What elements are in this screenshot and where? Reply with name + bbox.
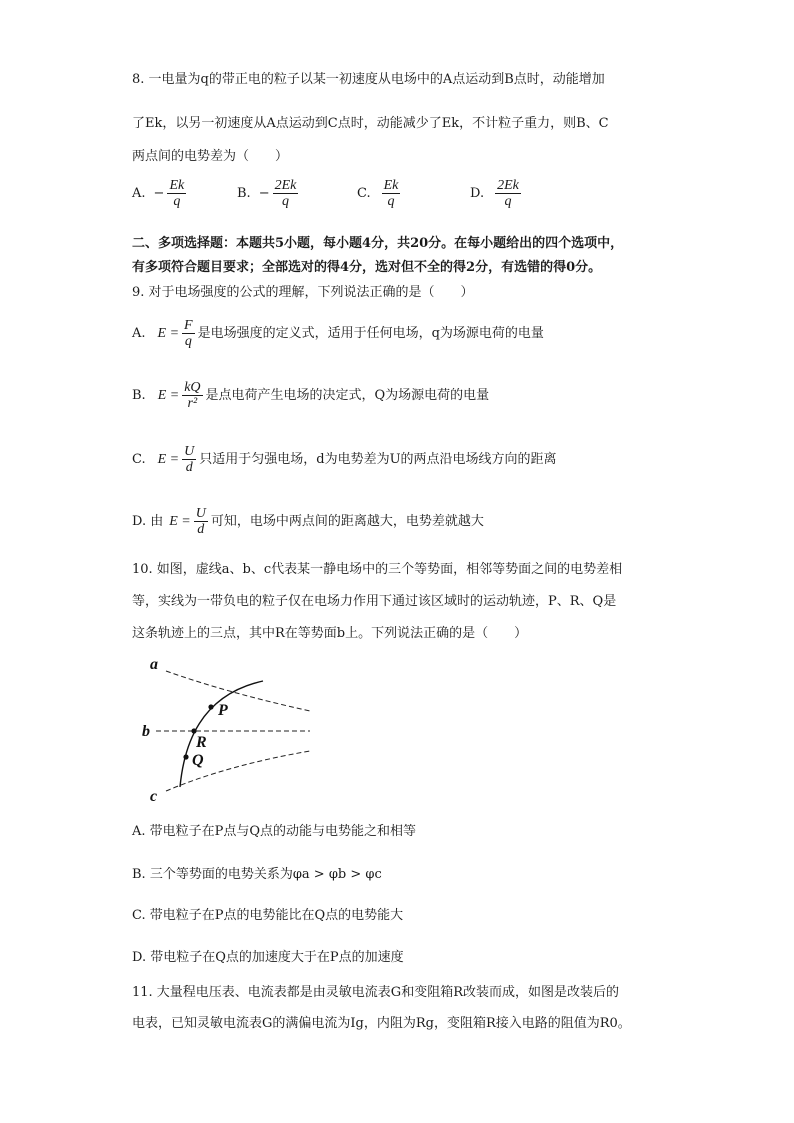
fraction bbox=[182, 380, 202, 411]
option-label: A. bbox=[132, 325, 146, 341]
numerator: Ek bbox=[383, 178, 399, 193]
label-b: b bbox=[142, 723, 150, 740]
q9-option-c[interactable] bbox=[132, 444, 557, 475]
q10-option-c[interactable]: C. 带电粒子在P点的电势能比在Q点的电势能大 bbox=[132, 908, 404, 923]
fraction bbox=[495, 178, 521, 209]
option-label: D. bbox=[470, 186, 485, 201]
denominator: q bbox=[184, 334, 192, 349]
fraction bbox=[167, 178, 186, 209]
denominator: d bbox=[185, 460, 193, 475]
q9-stem: 9. 对于电场强度的公式的理解，下列说法正确的是（ ） bbox=[132, 285, 474, 300]
q9-option-a[interactable] bbox=[132, 318, 544, 349]
label-c: c bbox=[150, 788, 158, 805]
q10-option-a[interactable]: A. 带电粒子在P点与Q点的动能与电势能之和相等 bbox=[132, 824, 417, 839]
numerator: 2Ek bbox=[497, 178, 519, 193]
label-r: R bbox=[196, 734, 207, 751]
section-2-heading-line-2: 有多项符合题目要求；全部选对的得4分，选对但不全的得2分，有选错的得0分。 bbox=[132, 260, 602, 275]
fraction bbox=[382, 178, 401, 209]
q10-line-1: 10. 如图，虚线a、b、c代表某一静电场中的三个等势面，相邻等势面之间的电势差相 bbox=[132, 562, 623, 577]
q9-option-b[interactable] bbox=[132, 380, 489, 411]
option-label: D. 由 bbox=[132, 513, 164, 529]
numerator: U bbox=[195, 506, 206, 521]
q10-equipotential-figure bbox=[138, 655, 338, 805]
numerator: U bbox=[184, 444, 195, 459]
numerator: 2Ek bbox=[274, 178, 297, 193]
q11-line-1: 11. 大量程电压表、电流表都是由灵敏电流表G和变阻箱R改装而成，如图是改装后的 bbox=[132, 985, 619, 1000]
point-r-dot bbox=[191, 728, 196, 733]
numerator: kQ bbox=[184, 380, 201, 395]
q10-line-3: 这条轨迹上的三点，其中R在等势面b上。下列说法正确的是（ ） bbox=[132, 626, 528, 641]
point-p-dot bbox=[208, 704, 213, 709]
option-text: 只适用于匀强电场，d为电势差为U的两点沿电场线方向的距离 bbox=[199, 451, 557, 467]
q8-line-1: 8. 一电量为q的带正电的粒子以某一初速度从电场中的A点运动到B点时，动能增加 bbox=[132, 72, 605, 87]
option-text: 是点电荷产生电场的决定式，Q为场源电荷的电量 bbox=[205, 387, 490, 403]
fraction bbox=[182, 318, 195, 349]
option-label: C. bbox=[357, 186, 371, 201]
q8-line-3: 两点间的电势差为（ ） bbox=[132, 149, 289, 164]
option-label: C. bbox=[132, 451, 146, 467]
q11-line-2: 电表，已知灵敏电流表G的满偏电流为Ig，内阻为Rg，变阻箱R接入电路的阻值为R0。 bbox=[132, 1016, 631, 1031]
fraction bbox=[194, 506, 208, 537]
option-label: A. bbox=[132, 186, 146, 201]
denominator: q bbox=[173, 194, 181, 209]
q8-option-d[interactable] bbox=[470, 178, 524, 209]
denominator: q bbox=[281, 194, 289, 209]
minus-sign: − bbox=[258, 186, 270, 201]
denominator: q bbox=[387, 194, 395, 209]
option-label: B. bbox=[132, 387, 146, 403]
fraction bbox=[182, 444, 196, 475]
formula-lhs: E = bbox=[157, 387, 180, 403]
q8-option-a[interactable] bbox=[132, 178, 189, 209]
label-q: Q bbox=[192, 752, 204, 769]
label-p: P bbox=[218, 702, 228, 719]
label-a: a bbox=[150, 656, 158, 673]
option-label: B. bbox=[237, 186, 251, 201]
q8-option-b[interactable] bbox=[237, 178, 301, 209]
point-q-dot bbox=[183, 754, 188, 759]
formula-lhs: E = bbox=[157, 325, 180, 341]
option-text: 可知，电场中两点间的距离越大，电势差就越大 bbox=[210, 513, 484, 529]
section-2-heading-line-1: 二、多项选择题：本题共5小题，每小题4分，共20分。在每小题给出的四个选项中， bbox=[132, 236, 624, 251]
minus-sign: − bbox=[153, 186, 165, 201]
q8-line-2: 了Ek，以另一初速度从A点运动到C点时，动能减少了Ek，不计粒子重力，则B、C bbox=[132, 116, 609, 131]
formula-lhs: E = bbox=[157, 451, 180, 467]
numerator: F bbox=[184, 318, 193, 333]
q10-option-d[interactable]: D. 带电粒子在Q点的加速度大于在P点的加速度 bbox=[132, 950, 404, 965]
q10-option-b[interactable]: B. 三个等势面的电势关系为φa > φb > φc bbox=[132, 867, 382, 882]
q8-option-c[interactable] bbox=[357, 178, 403, 209]
option-text: 是电场强度的定义式，适用于任何电场，q为场源电荷的电量 bbox=[197, 325, 544, 341]
equipotential-line-a bbox=[166, 671, 310, 711]
q9-option-d[interactable] bbox=[132, 506, 484, 537]
numerator: Ek bbox=[169, 178, 185, 193]
formula-lhs: E = bbox=[169, 513, 191, 529]
q10-line-2: 等，实线为一带负电的粒子仅在电场力作用下通过该区域时的运动轨迹，P、R、Q是 bbox=[132, 594, 617, 609]
denominator: r² bbox=[187, 396, 198, 411]
fraction bbox=[273, 178, 299, 209]
denominator: d bbox=[197, 522, 205, 537]
denominator: q bbox=[504, 194, 512, 209]
